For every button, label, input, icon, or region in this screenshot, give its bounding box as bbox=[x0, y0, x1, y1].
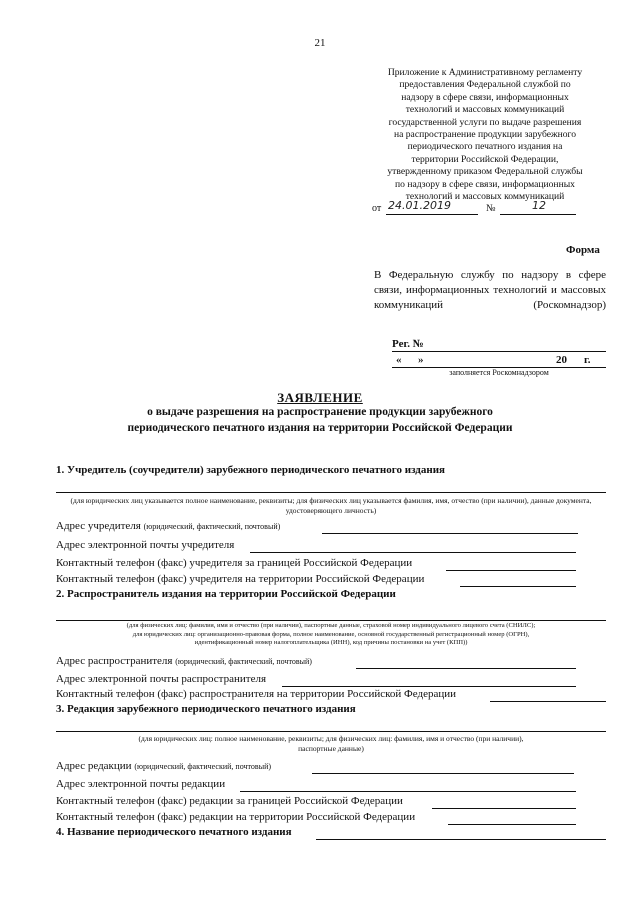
date-underline bbox=[386, 214, 478, 215]
appendix-line: технологий и массовых коммуникаций bbox=[405, 191, 565, 203]
appendix-line: по надзору в сфере связи, информационных bbox=[395, 178, 575, 190]
appendix-line: предоставления Федеральной службой по bbox=[399, 79, 571, 91]
s2-address-field bbox=[56, 655, 312, 667]
appendix-number-value: 12 bbox=[532, 199, 546, 212]
s1-phone-abroad-input[interactable] bbox=[446, 570, 576, 571]
section-2-heading: 2. Распространитель издания на территории Российской Федерации bbox=[56, 588, 396, 600]
appendix-line: территории Российской Федерации, bbox=[411, 153, 559, 165]
section-3-hint-line: паспортные данные) bbox=[298, 744, 364, 753]
reg-note: заполняется Роскомнадзором bbox=[449, 368, 549, 377]
s1-phone-ru-input[interactable] bbox=[460, 586, 576, 587]
section-2-entry-line[interactable] bbox=[56, 620, 606, 621]
s2-address-input[interactable] bbox=[356, 668, 576, 669]
section-3-heading: 3. Редакция зарубежного периодического печатного издания bbox=[56, 703, 356, 715]
section-1-hint: (для юридических лиц указывается полное наименование, реквизиты; для физических лиц указывается фамилия, имя, отчество (при наличии), данные документа, удостоверяющего личность) bbox=[70, 496, 592, 515]
section-1-heading: 1. Учредитель (соучредители) зарубежного периодического печатного издания bbox=[56, 464, 445, 476]
reg-date-close: » bbox=[418, 354, 424, 366]
s4-title-input[interactable] bbox=[316, 839, 606, 840]
reg-underline bbox=[392, 351, 606, 352]
appendix-line: на распространение продукции зарубежного bbox=[393, 129, 577, 141]
s3-address-input[interactable] bbox=[312, 773, 574, 774]
document-subtitle-2: периодического печатного издания на территории Российской Федерации bbox=[127, 422, 513, 434]
document-title: ЗАЯВЛЕНИЕ bbox=[277, 390, 363, 405]
appendix-date-prefix: от bbox=[372, 203, 382, 214]
s3-address-label: Адрес редакции bbox=[56, 760, 132, 772]
s1-email-input[interactable] bbox=[250, 552, 576, 553]
appendix-number-prefix: № bbox=[486, 203, 496, 214]
section-3-entry-line[interactable] bbox=[56, 731, 606, 732]
s1-phone-abroad-label: Контактный телефон (факс) учредителя за границей Российской Федерации bbox=[56, 557, 413, 569]
s3-phone-ru-label: Контактный телефон (факс) редакции на территории Российской Федерации bbox=[56, 811, 416, 823]
form-label: Форма bbox=[566, 244, 600, 256]
s3-phone-abroad-input[interactable] bbox=[432, 808, 576, 809]
addressee: В Федеральную службу по надзору в сфере связи, информационных технологий и массовых коммуникаций (Роскомнадзор) bbox=[374, 269, 606, 311]
reg-label: Рег. № bbox=[392, 338, 424, 350]
s1-email-label: Адрес электронной почты учредителя bbox=[56, 539, 235, 551]
s3-phone-ru-input[interactable] bbox=[448, 824, 576, 825]
s3-email-label: Адрес электронной почты редакции bbox=[56, 778, 226, 790]
number-underline bbox=[500, 214, 576, 215]
reg-year-prefix: 20 bbox=[556, 354, 567, 366]
s1-address-label: Адрес учредителя bbox=[56, 520, 141, 532]
section-2-hint-line: (для физических лиц: фамилия, имя и отчество (при наличии), паспортные данные, страховой номер индивидуального лицевого счета (СНИЛС); bbox=[126, 622, 536, 629]
s2-phone-ru-input[interactable] bbox=[490, 701, 606, 702]
section-3-hint bbox=[56, 734, 606, 754]
section-2-hint-line: для юридических лиц: организационно-правовая форма, полное наименование, основной государственный регистрационный номер (ОГРН), bbox=[132, 630, 530, 638]
appendix-line: надзору в сфере связи, информационных bbox=[401, 91, 569, 103]
s2-address-note: (юридический, фактический, почтовый) bbox=[175, 657, 312, 666]
s3-address-field bbox=[56, 760, 271, 772]
appendix-line: технологий и массовых коммуникаций bbox=[405, 104, 565, 116]
section-3-hint-line: (для юридических лиц: полное наименование, реквизиты; для физических лиц: фамилия, имя и отчество (при наличии), bbox=[138, 734, 524, 743]
s1-address-input[interactable] bbox=[322, 533, 578, 534]
section-2-hint bbox=[56, 622, 606, 648]
reg-date-open: « bbox=[396, 354, 402, 366]
s3-email-input[interactable] bbox=[240, 791, 576, 792]
page-number: 21 bbox=[314, 37, 326, 49]
s2-email-label: Адрес электронной почты распространителя bbox=[56, 673, 266, 685]
section-1-entry-line[interactable] bbox=[56, 492, 606, 493]
section-4-heading: 4. Название периодического печатного издания bbox=[56, 826, 292, 838]
appendix-line: Приложение к Административному регламенту bbox=[387, 67, 583, 78]
document-subtitle-1: о выдаче разрешения на распространение продукции зарубежного bbox=[147, 406, 493, 418]
s2-phone-ru-label: Контактный телефон (факс) распространителя на территории Российской Федерации bbox=[56, 688, 457, 700]
appendix-line: утвержденному приказом Федеральной службы bbox=[387, 166, 583, 178]
appendix-line: периодического печатного издания на bbox=[407, 141, 563, 153]
section-2-hint-line: идентификационный номер налогоплательщика (ИНН), код причины постановки на учет (КПП)) bbox=[194, 639, 468, 646]
s1-address-note: (юридический, фактический, почтовый) bbox=[143, 522, 281, 531]
reg-year-suffix: г. bbox=[584, 354, 591, 366]
s1-phone-ru-label: Контактный телефон (факс) учредителя на территории Российской Федерации bbox=[56, 573, 425, 585]
appendix-date-value: 24.01.2019 bbox=[388, 199, 451, 212]
s2-address-label: Адрес распространителя bbox=[56, 655, 173, 667]
s3-address-note: (юридический, фактический, почтовый) bbox=[134, 762, 272, 771]
appendix-block bbox=[365, 67, 605, 203]
s1-address-field bbox=[56, 520, 280, 532]
s2-email-input[interactable] bbox=[282, 686, 576, 687]
appendix-line: государственной услуги по выдаче разрешения bbox=[388, 116, 582, 128]
s3-phone-abroad-label: Контактный телефон (факс) редакции за границей Российской Федерации bbox=[56, 795, 403, 807]
